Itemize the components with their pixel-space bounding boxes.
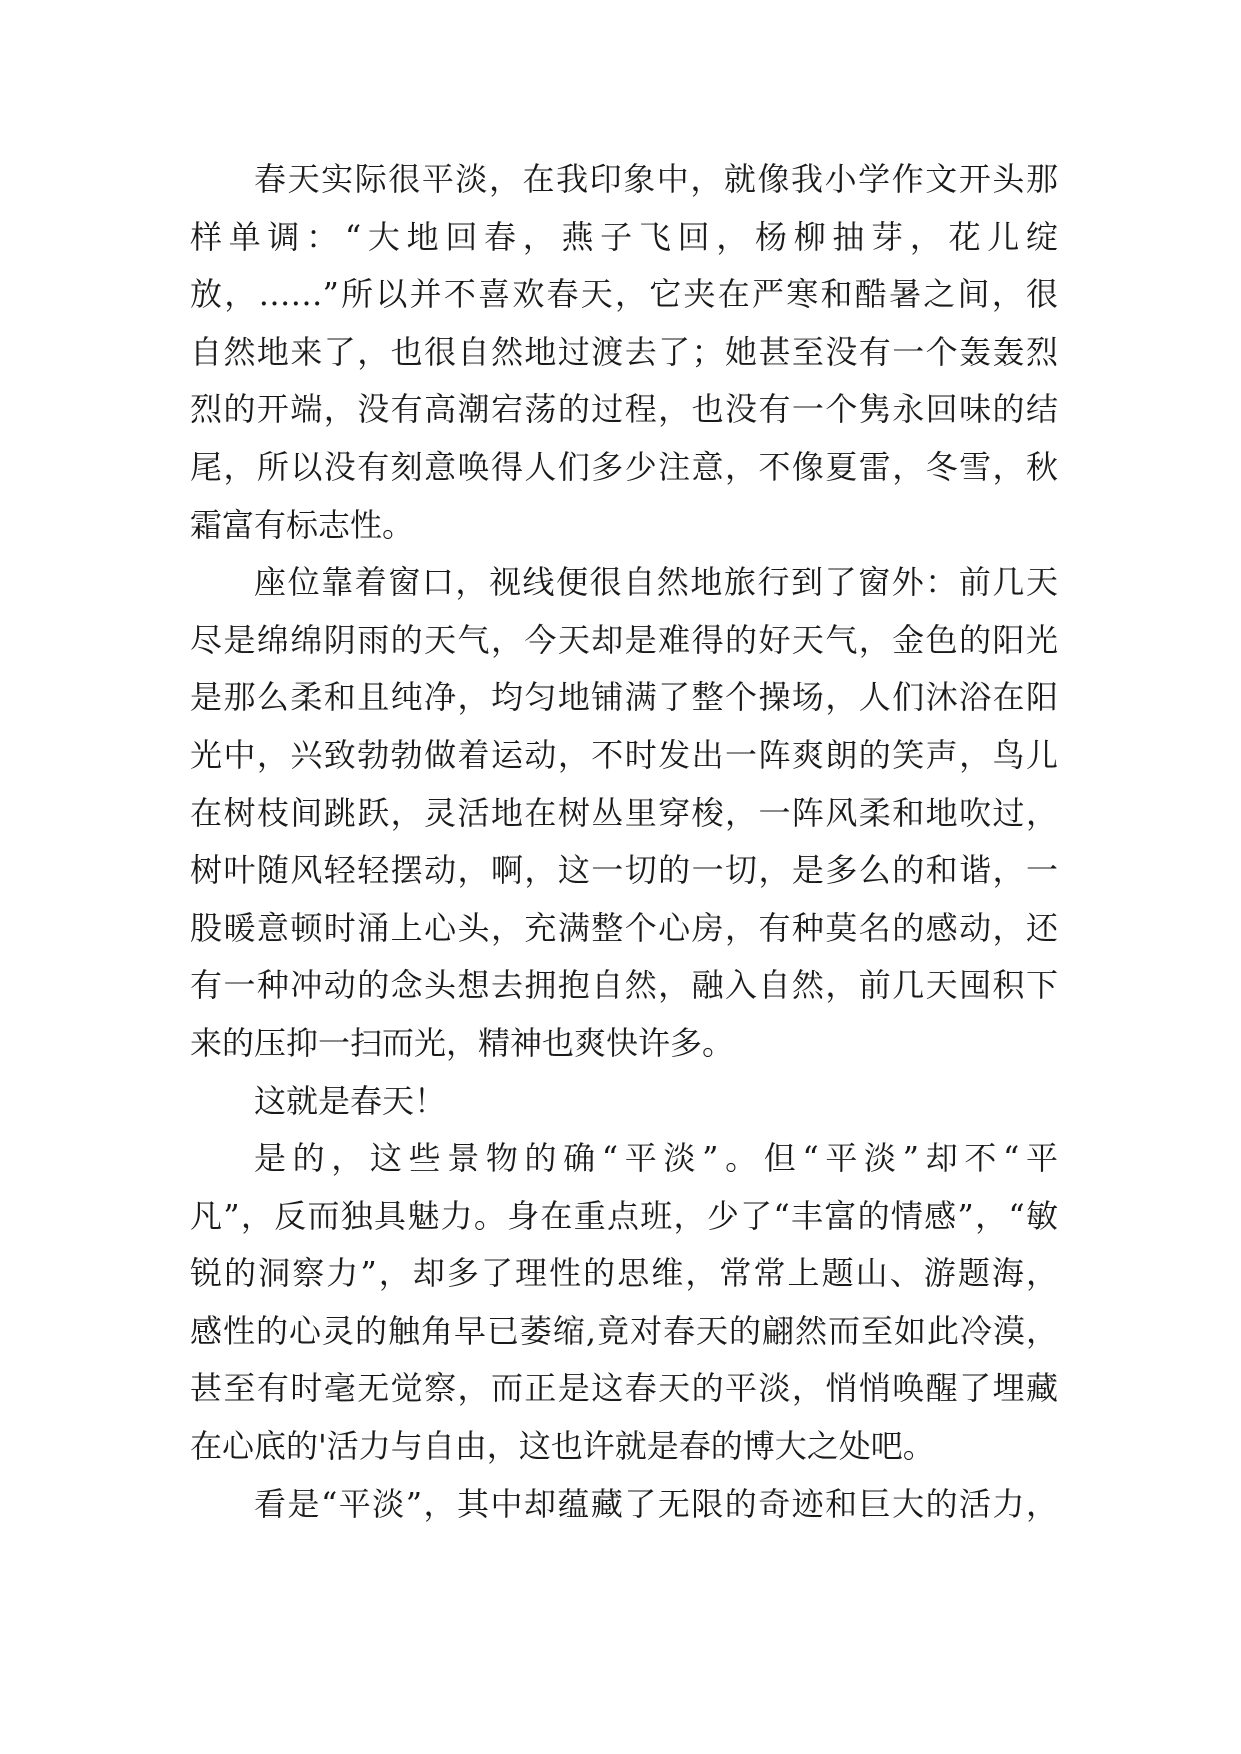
text-line: 树叶随风轻轻摆动，啊，这一切的一切，是多么的和谐，一	[190, 851, 1058, 890]
text-line: 感性的心灵的触角早已萎缩,竟对春天的翩然而至如此冷漠，	[190, 1311, 1058, 1350]
text-line: 是的，这些景物的确“平淡”。但“平淡”却不“平	[254, 1139, 1058, 1178]
text-line: 凡”，反而独具魅力。身在重点班，少了“丰富的情感”，“敏	[190, 1196, 1058, 1235]
text-line: 这就是春天！	[254, 1081, 447, 1120]
text-line: 光中，兴致勃勃做着运动，不时发出一阵爽朗的笑声，鸟儿	[190, 735, 1058, 774]
text-line: 座位靠着窗口，视线便很自然地旅行到了窗外：前几天	[254, 563, 1058, 602]
text-line: 自然地来了，也很自然地过渡去了；她甚至没有一个轰轰烈	[190, 332, 1058, 371]
text-line: 看是“平淡”，其中却蕴藏了无限的奇迹和巨大的活力，	[254, 1484, 1058, 1523]
document-body	[190, 151, 1058, 1533]
text-line: 有一种冲动的念头想去拥抱自然，融入自然，前几天囤积下	[190, 966, 1058, 1005]
text-line: 霜富有标志性。	[190, 505, 415, 544]
text-line: 放，……”所以并不喜欢春天，它夹在严寒和酷暑之间，很	[190, 275, 1058, 314]
text-line: 烈的开端，没有高潮宕荡的过程，也没有一个隽永回味的结	[190, 390, 1058, 429]
text-line: 在树枝间跳跃，灵活地在树丛里穿梭，一阵风柔和地吹过，	[190, 793, 1058, 832]
text-line: 来的压抑一扫而光，精神也爽快许多。	[190, 1023, 735, 1062]
text-line: 尾，所以没有刻意唤得人们多少注意，不像夏雷，冬雪，秋	[190, 447, 1058, 486]
text-line: 样单调：“大地回春，燕子飞回，杨柳抽芽，花儿绽	[190, 217, 1058, 256]
text-line: 锐的洞察力”，却多了理性的思维，常常上题山、游题海，	[190, 1254, 1058, 1293]
text-line: 在心底的'活力与自由，这也许就是春的博大之处吧。	[190, 1427, 935, 1466]
text-line: 甚至有时毫无觉察，而正是这春天的平淡，悄悄唤醒了埋藏	[190, 1369, 1058, 1408]
text-line: 是那么柔和且纯净，均匀地铺满了整个操场，人们沐浴在阳	[190, 678, 1058, 717]
text-line: 股暖意顿时涌上心头，充满整个心房，有种莫名的感动，还	[190, 908, 1058, 947]
text-line: 春天实际很平淡，在我印象中，就像我小学作文开头那	[254, 160, 1058, 198]
text-line: 尽是绵绵阴雨的天气，今天却是难得的好天气，金色的阳光	[190, 620, 1058, 659]
